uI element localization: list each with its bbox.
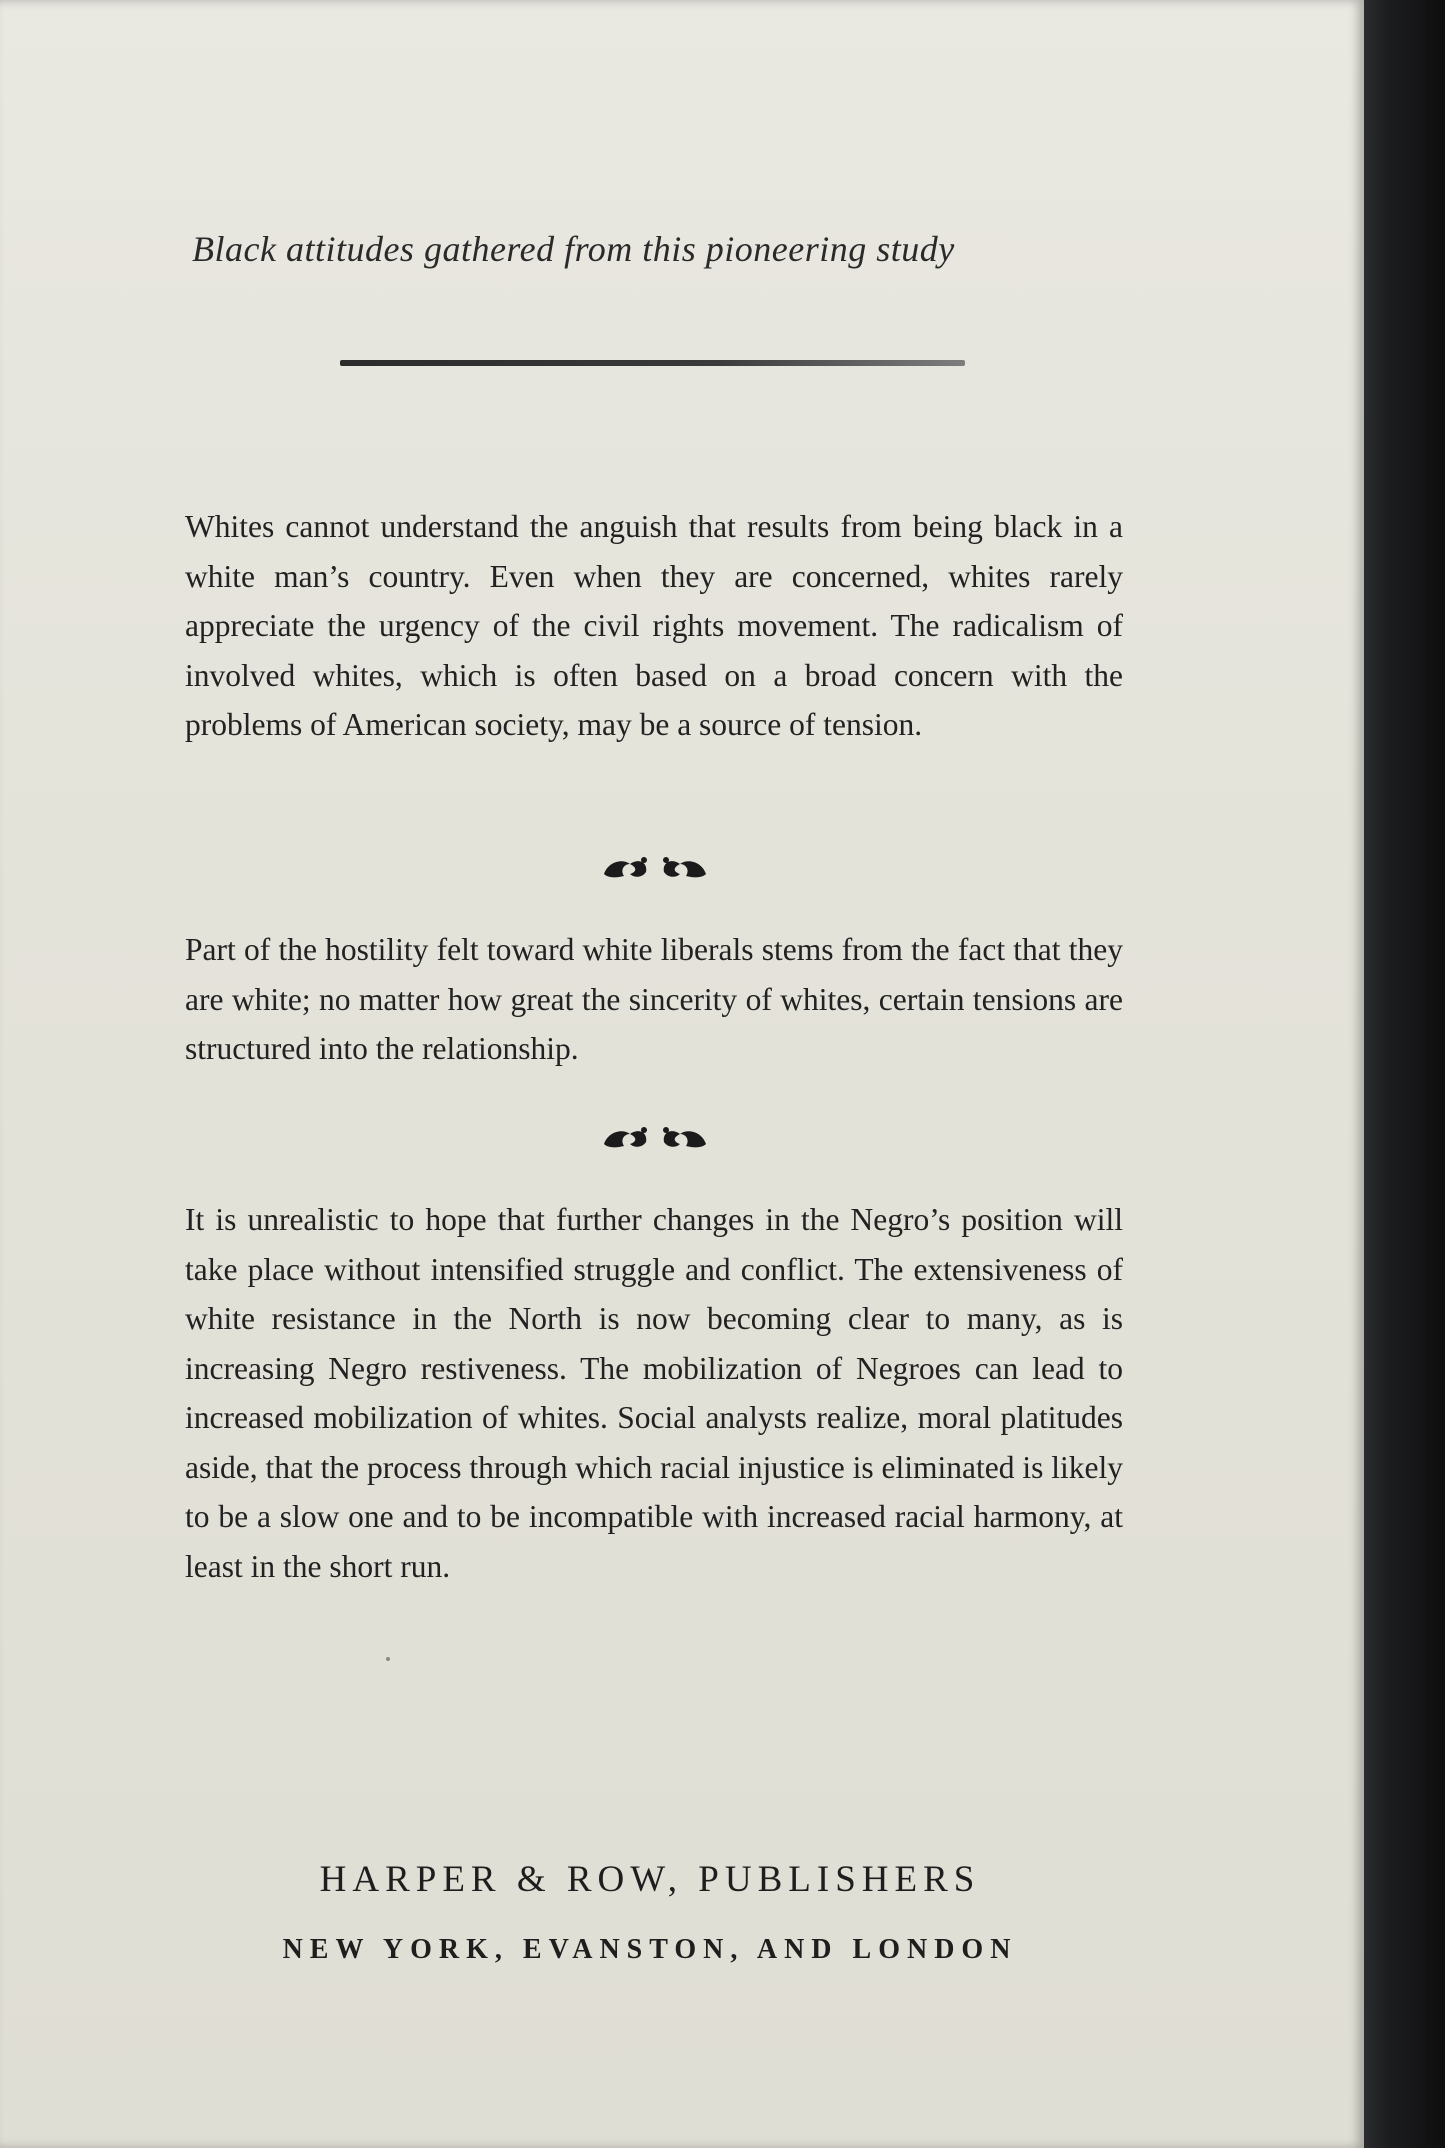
floral-fleuron-icon [600,1118,710,1154]
blurb-paragraph-2: Part of the hostility felt toward white liberals stems from the fact that they are white; no matter how great the sincerity of whites, certain tensions are structured into the relationship. [185,932,1123,1066]
cover-heading: Black attitudes gathered from this pioneering study [192,229,955,269]
publisher-name: HARPER & ROW, PUBLISHERS [319,1859,981,1900]
publisher-cities: NEW YORK, EVANSTON, AND LONDON [282,1934,1018,1965]
paper-speck [386,1657,390,1661]
blurb-paragraph-3: It is unrealistic to hope that further changes in the Negro’s position will take place without intensified struggle and conflict. The extensiveness of white resistance in the North is now becoming clear to many, as is increasing Negro restiveness. The mobilization of Negroes can lead to increased mobilization of whites. Social analysts realize, moral platitudes aside, that the process through which racial injustice is eliminated is likely to be a slow one and to be incompatible with increased racial harmony, at least in the short run. [185,1202,1123,1584]
heading-rule [340,360,965,366]
blurb-paragraph-1: Whites cannot understand the anguish that results from being black in a white man’s country. Even when they are concerned, whites rarely appreciate the urgency of the civil rights movement. The radicalism of involved whites, which is often based on a broad concern with the problems of American society, may be a source of tension. [185,509,1123,742]
floral-fleuron-icon [600,848,710,884]
book-spine-edge [1364,0,1445,2148]
